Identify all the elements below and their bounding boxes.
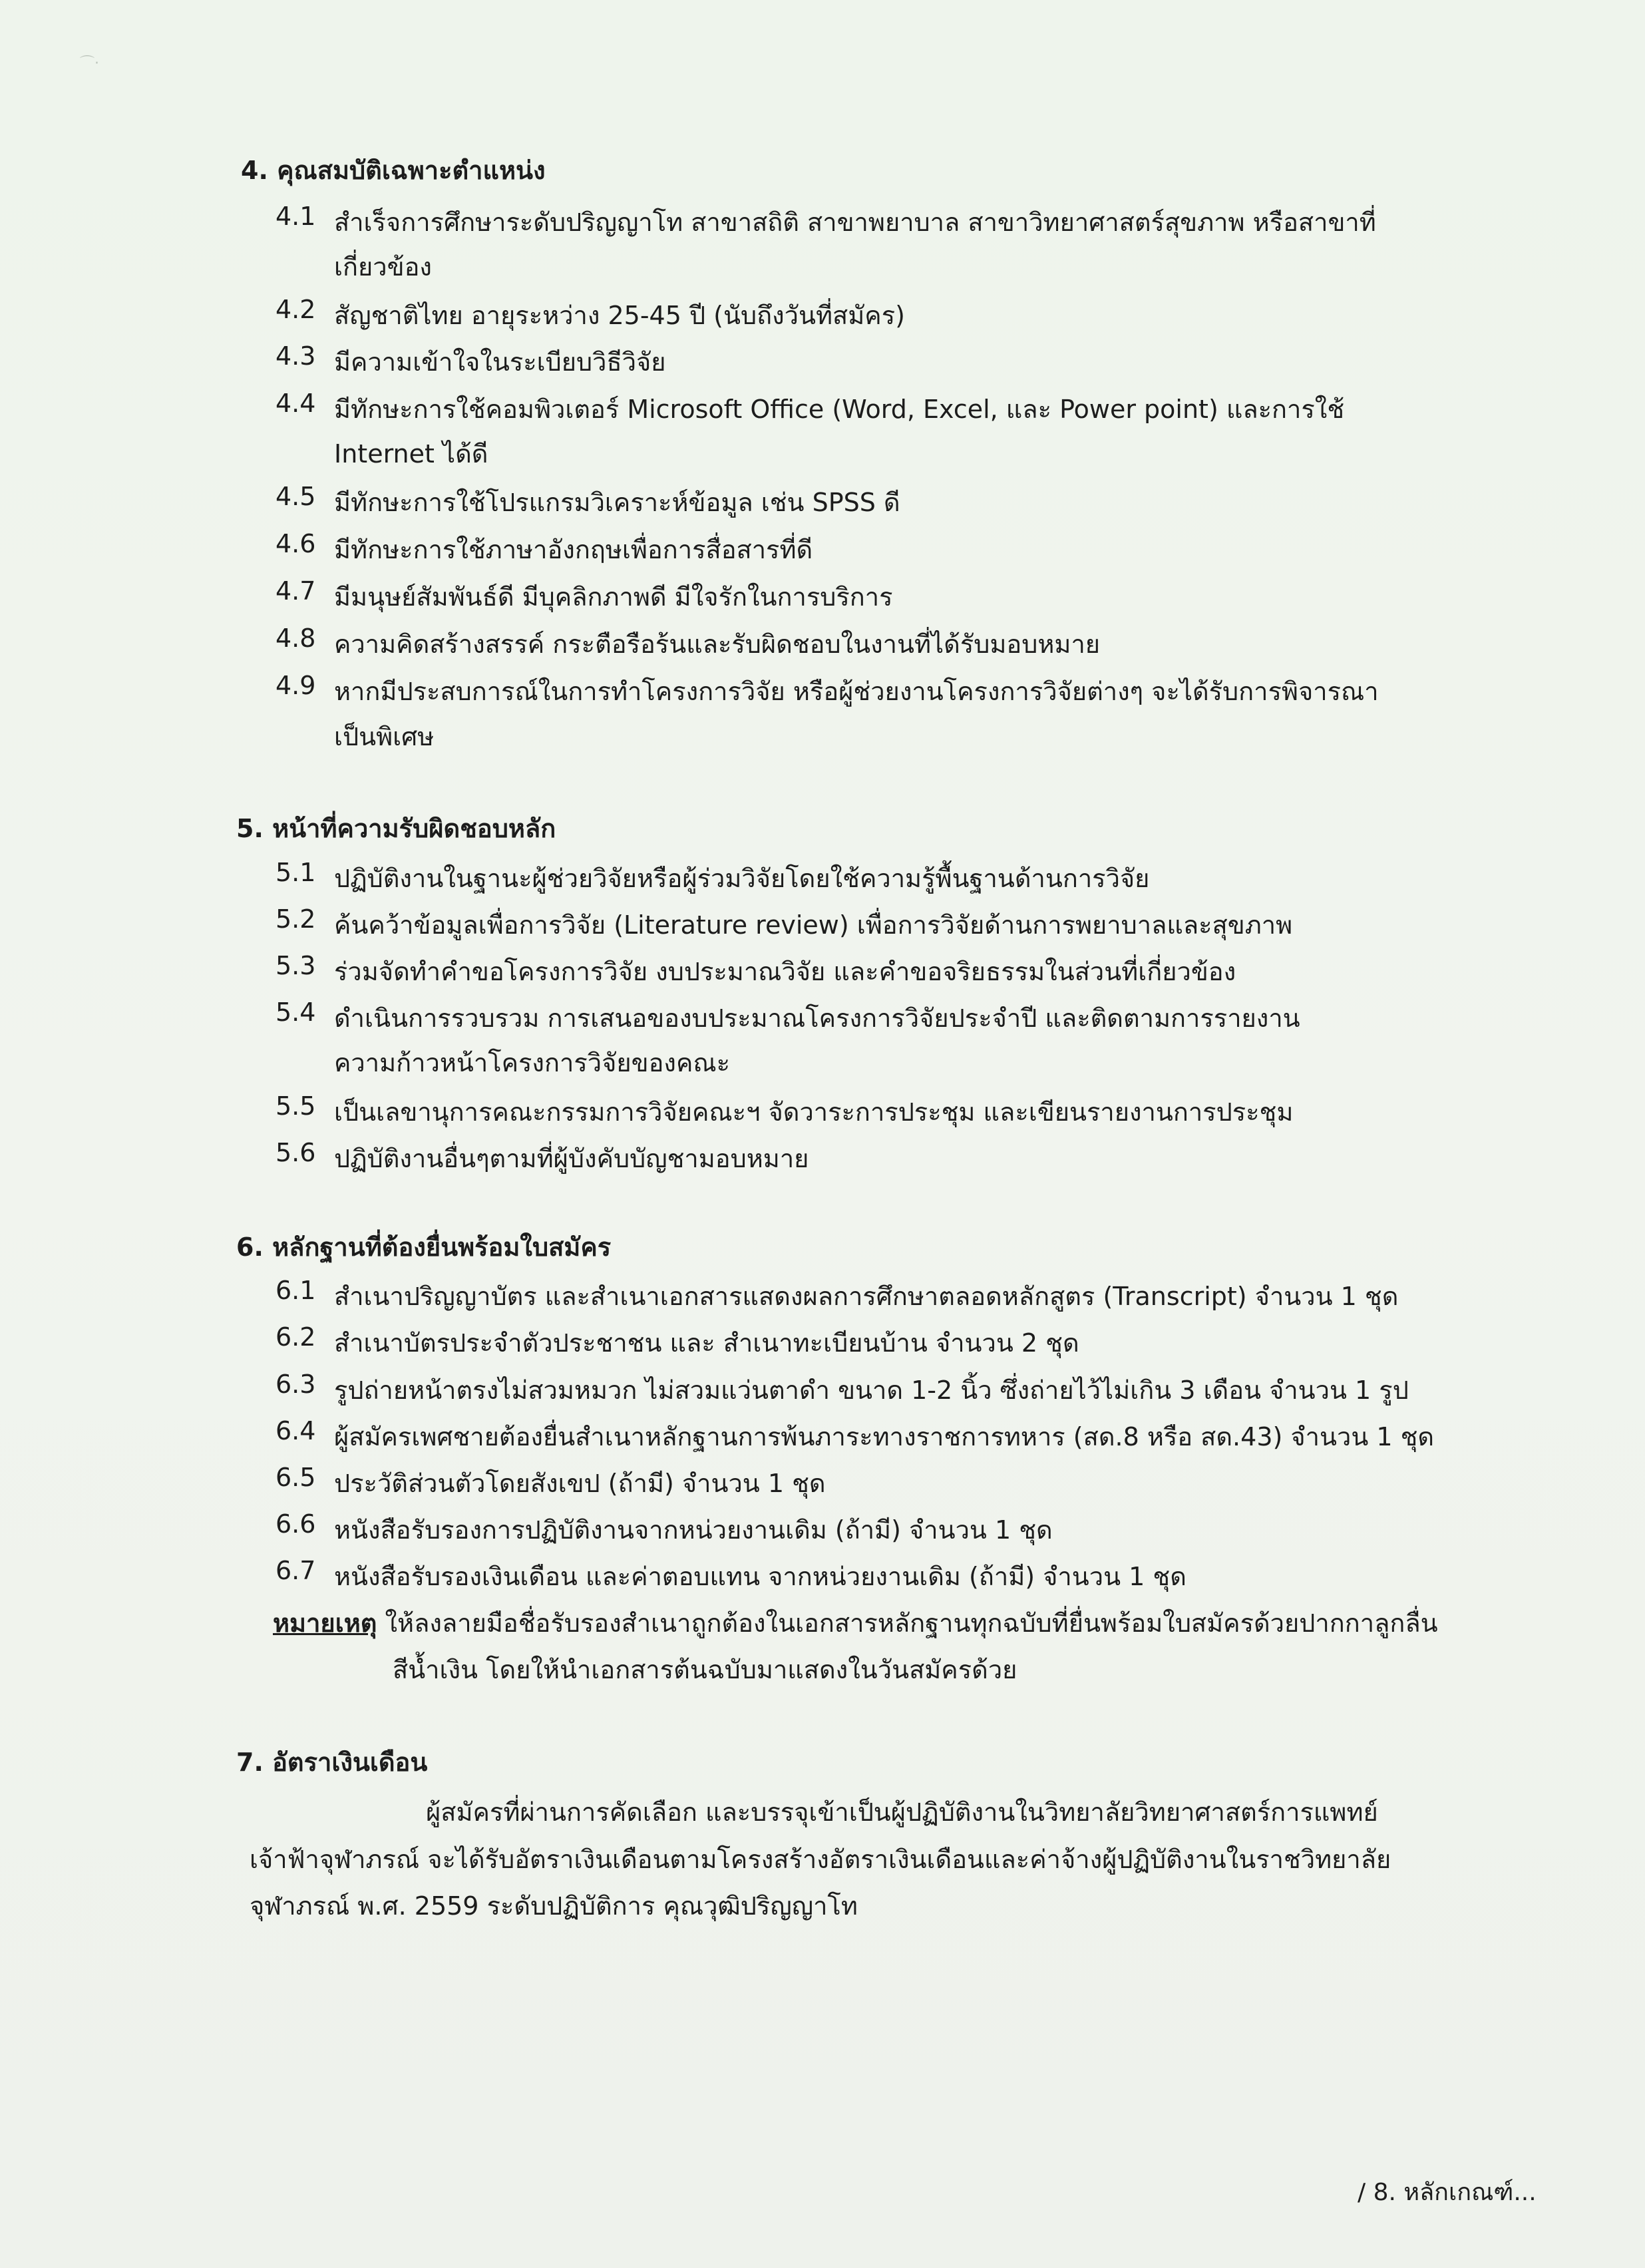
item-number: 5.4 [275, 998, 316, 1027]
item-number: 6.4 [275, 1416, 316, 1445]
item-text: ร่วมจัดทำคำขอโครงการวิจัย งบประมาณวิจัย และคำขอจริยธรรมในส่วนที่เกี่ยวข้อง [334, 957, 1236, 986]
item-number: 6.6 [275, 1509, 316, 1539]
item-text: ปฏิบัติงานอื่นๆตามที่ผู้บังคับบัญชามอบหมาย [334, 1144, 809, 1173]
item-text: เป็นเลขานุการคณะกรรมการวิจัยคณะฯ จัดวาระการประชุม และเขียนรายงานการประชุม [334, 1097, 1294, 1127]
section-6-title: 6. หลักฐานที่ต้องยื่นพร้อมใบสมัคร [236, 1232, 612, 1262]
section-7-title: 7. อัตราเงินเดือน [236, 1748, 428, 1777]
item-number: 5.2 [275, 904, 316, 934]
section-5-title: 5. หน้าที่ความรับผิดชอบหลัก [236, 814, 556, 843]
item-continuation: เกี่ยวข้อง [334, 252, 432, 282]
item-text: ดำเนินการรวบรวม การเสนอของบประมาณโครงการวิจัยประจำปี และติดตามการรายงาน [334, 1004, 1300, 1033]
item-text: สำเนาปริญญาบัตร และสำเนาเอกสารแสดงผลการศึกษาตลอดหลักสูตร (Transcript) จำนวน 1 ชุด [334, 1282, 1399, 1311]
item-continuation: ความก้าวหน้าโครงการวิจัยของคณะ [334, 1048, 731, 1077]
item-text: มีทักษะการใช้คอมพิวเตอร์ Microsoft Office (Word, Excel, และ Power point) และการใช้ [334, 395, 1345, 424]
item-number: 4.3 [275, 341, 316, 371]
item-number: 4.7 [275, 576, 316, 606]
item-text: สำเนาบัตรประจำตัวประชาชน และ สำเนาทะเบียนบ้าน จำนวน 2 ชุด [334, 1328, 1079, 1358]
item-text: มีทักษะการใช้ภาษาอังกฤษเพื่อการสื่อสารที่ดี [334, 535, 813, 564]
item-text: สำเร็จการศึกษาระดับปริญญาโท สาขาสถิติ สาขาพยาบาล สาขาวิทยาศาสตร์สุขภาพ หรือสาขาที่ [334, 208, 1376, 237]
item-number: 4.9 [275, 671, 316, 700]
item-text: ประวัติส่วนตัวโดยสังเขป (ถ้ามี) จำนวน 1 ชุด [334, 1469, 826, 1498]
item-text: หนังสือรับรองเงินเดือน และค่าตอบแทน จากหน่วยงานเดิม (ถ้ามี) จำนวน 1 ชุด [334, 1562, 1187, 1591]
paragraph-line: ผู้สมัครที่ผ่านการคัดเลือก และบรรจุเข้าเป็นผู้ปฏิบัติงานในวิทยาลัยวิทยาศาสตร์การแพทย์ [426, 1797, 1378, 1827]
item-text: มีทักษะการใช้โปรแกรมวิเคราะห์ข้อมูล เช่น SPSS ดี [334, 488, 900, 517]
page-continuation-footer: / 8. หลักเกณฑ์... [1358, 2179, 1537, 2206]
item-text: ความคิดสร้างสรรค์ กระตือรือร้นและรับผิดชอบในงานที่ได้รับมอบหมาย [334, 630, 1101, 659]
item-number: 4.1 [275, 202, 316, 231]
item-text: หนังสือรับรองการปฏิบัติงานจากหน่วยงานเดิม (ถ้ามี) จำนวน 1 ชุด [334, 1515, 1053, 1545]
item-number: 5.6 [275, 1138, 316, 1167]
item-number: 6.5 [275, 1463, 316, 1492]
item-number: 4.8 [275, 624, 316, 653]
note-line [273, 1603, 1438, 1643]
item-number: 6.7 [275, 1556, 316, 1585]
item-continuation: Internet ได้ดี [334, 439, 488, 469]
paragraph-line: เจ้าฟ้าจุฬาภรณ์ จะได้รับอัตราเงินเดือนตามโครงสร้างอัตราเงินเดือนและค่าจ้างผู้ปฏิบัติงานในราชวิทยาลัย [250, 1845, 1391, 1874]
scan-artifact: ⌒· [80, 55, 99, 72]
item-text: ผู้สมัครเพศชายต้องยื่นสำเนาหลักฐานการพ้นภาระทางราชการทหาร (สด.8 หรือ สด.43) จำนวน 1 ชุด [334, 1422, 1435, 1451]
item-number: 4.5 [275, 482, 316, 511]
item-number: 4.4 [275, 389, 316, 418]
item-text: หากมีประสบการณ์ในการทำโครงการวิจัย หรือผู้ช่วยงานโครงการวิจัยต่างๆ จะได้รับการพิจารณา [334, 677, 1379, 706]
item-text: ปฏิบัติงานในฐานะผู้ช่วยวิจัยหรือผู้ร่วมวิจัยโดยใช้ความรู้พื้นฐานด้านการวิจัย [334, 864, 1150, 893]
note-continuation: สีน้ำเงิน โดยให้นำเอกสารต้นฉบับมาแสดงในวันสมัครด้วย [393, 1655, 1017, 1684]
item-number: 6.3 [275, 1370, 316, 1399]
item-text: มีมนุษย์สัมพันธ์ดี มีบุคลิกภาพดี มีใจรักในการบริการ [334, 582, 893, 612]
item-continuation: เป็นพิเศษ [334, 722, 435, 751]
item-number: 5.5 [275, 1091, 316, 1121]
item-number: 5.1 [275, 858, 316, 887]
item-text: มีความเข้าใจในระเบียบวิธีวิจัย [334, 347, 666, 377]
item-text: ค้นคว้าข้อมูลเพื่อการวิจัย (Literature review) เพื่อการวิจัยด้านการพยาบาลและสุขภาพ [334, 910, 1293, 940]
item-number: 6.1 [275, 1276, 316, 1305]
item-number: 5.3 [275, 951, 316, 980]
section-4-title: 4. คุณสมบัติเฉพาะตำแหน่ง [241, 156, 546, 185]
item-text: รูปถ่ายหน้าตรงไม่สวมหมวก ไม่สวมแว่นตาดำ ขนาด 1-2 นิ้ว ซึ่งถ่ายไว้ไม่เกิน 3 เดือน จำนวน 1 รูป [334, 1376, 1409, 1405]
note-label: หมายเหตุ [273, 1608, 377, 1638]
paragraph-line: จุฬาภรณ์ พ.ศ. 2559 ระดับปฏิบัติการ คุณวุฒิปริญญาโท [250, 1891, 858, 1921]
item-number: 4.2 [275, 295, 316, 324]
item-text: สัญชาติไทย อายุระหว่าง 25-45 ปี (นับถึงวันที่สมัคร) [334, 301, 905, 330]
note-text: ให้ลงลายมือชื่อรับรองสำเนาถูกต้องในเอกสารหลักฐานทุกฉบับที่ยื่นพร้อมใบสมัครด้วยปากกาลูกลื่น [377, 1608, 1438, 1638]
item-number: 6.2 [275, 1322, 316, 1352]
item-number: 4.6 [275, 529, 316, 558]
